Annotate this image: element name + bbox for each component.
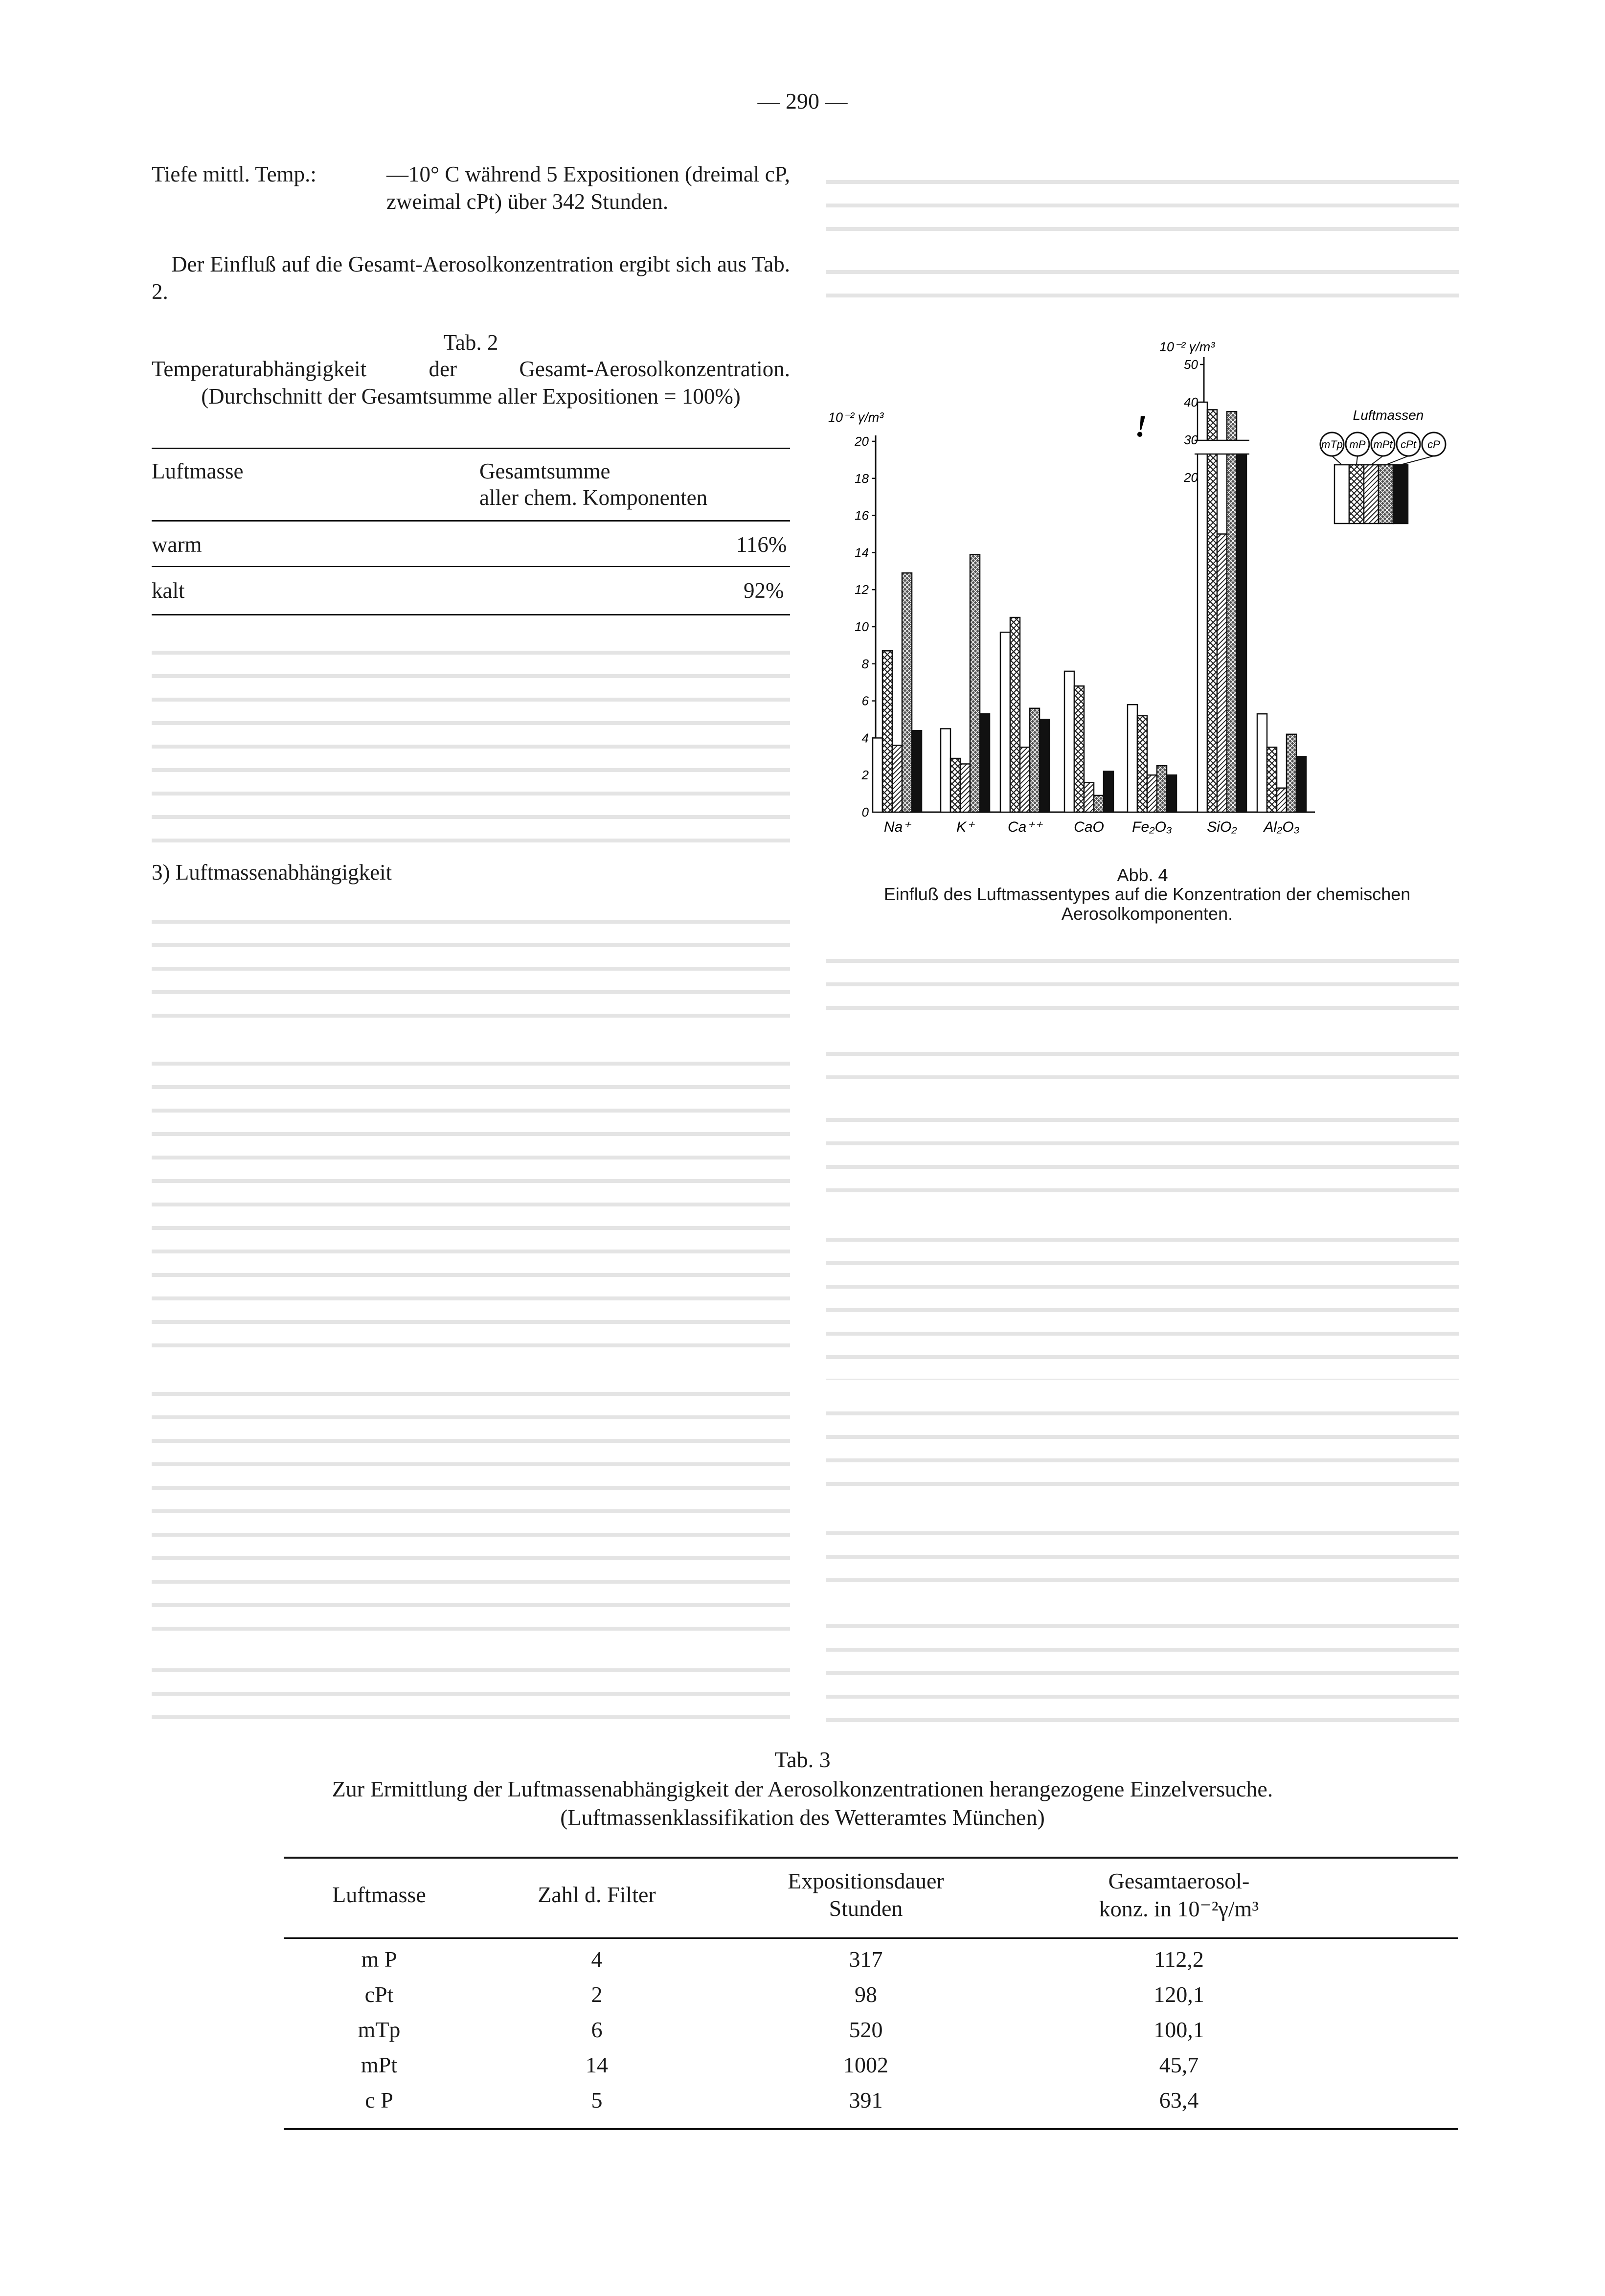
body-paragraph bbox=[826, 1218, 1459, 1380]
chart-annotation: ! bbox=[1135, 409, 1147, 443]
legend-label: mPt bbox=[1373, 438, 1393, 451]
tab3-cell-konz: 120,1 bbox=[1153, 1982, 1204, 2007]
chart-bar bbox=[892, 746, 902, 812]
section-heading: 3) Luftmassenabhängigkeit bbox=[152, 860, 392, 885]
chart-bar bbox=[1137, 716, 1147, 812]
y-tick-label: 14 bbox=[855, 545, 869, 560]
chart-bar bbox=[1167, 775, 1176, 812]
chart-bar bbox=[1277, 788, 1287, 812]
body-paragraph bbox=[152, 1042, 790, 1360]
chart-bar bbox=[1128, 705, 1137, 812]
chart-bar bbox=[1094, 796, 1104, 812]
chart-axes bbox=[872, 357, 1315, 812]
tab3-cell-dauer: 520 bbox=[849, 2017, 883, 2042]
chart-bar bbox=[1064, 671, 1074, 812]
y-tick-label: 2 bbox=[861, 768, 869, 783]
axis-break bbox=[1195, 440, 1249, 454]
x-tick-label: SiO₂ bbox=[1207, 819, 1237, 835]
legend-swatch bbox=[1393, 465, 1408, 523]
chart-bar bbox=[1157, 766, 1167, 812]
x-tick-label: Ca⁺⁺ bbox=[1007, 819, 1042, 835]
tab3-rule-head bbox=[284, 1937, 1458, 1939]
body-paragraph bbox=[826, 1605, 1459, 1732]
body-paragraph bbox=[826, 1098, 1459, 1206]
y-tick-label: 40 bbox=[1184, 395, 1198, 409]
tab2-title: Tab. 2 bbox=[443, 330, 498, 355]
body-paragraph bbox=[152, 900, 790, 1032]
tab3-header-filter: Zahl d. Filter bbox=[538, 1882, 656, 1907]
legend-leader bbox=[1332, 456, 1342, 465]
tab2-header-luftmasse: Luftmasse bbox=[152, 459, 244, 483]
page-number: — 290 — bbox=[757, 89, 848, 114]
tab3-cell-filter: 6 bbox=[591, 2017, 603, 2042]
tab2-row-luftmasse: kalt bbox=[152, 578, 185, 603]
y-tick-label: 16 bbox=[855, 508, 869, 523]
legend-swatch bbox=[1334, 465, 1349, 523]
legend-swatch bbox=[1349, 465, 1364, 523]
y-tick-label: 50 bbox=[1184, 357, 1198, 372]
chart-bar bbox=[960, 764, 970, 812]
y-tick-label: 20 bbox=[1184, 470, 1198, 485]
chart-legend bbox=[1320, 408, 1446, 523]
y-tick-label: 4 bbox=[861, 730, 869, 746]
tab3-cell-dauer: 1002 bbox=[843, 2052, 888, 2077]
tab3-rule-bottom bbox=[284, 2128, 1458, 2130]
chart-bar bbox=[1237, 447, 1246, 812]
chart-bar bbox=[1267, 747, 1277, 812]
tab3-header-dauer-1: Expositionsdauer bbox=[788, 1868, 944, 1893]
body-paragraph bbox=[826, 250, 1459, 304]
tab3-cell-filter: 14 bbox=[586, 2052, 608, 2077]
tab3-cell-konz: 63,4 bbox=[1159, 2088, 1199, 2113]
body-paragraph bbox=[152, 1372, 790, 1637]
chart-bar bbox=[1020, 747, 1030, 812]
y-tick-label: 20 bbox=[855, 434, 869, 449]
legend-swatch bbox=[1379, 465, 1393, 523]
tab3-cell-luftmasse: cPt bbox=[364, 1982, 394, 2007]
tab3-cell-luftmasse: mTp bbox=[358, 2017, 401, 2042]
bar-chart bbox=[826, 323, 1459, 851]
tab3-cell-luftmasse: mPt bbox=[361, 2052, 398, 2077]
y-tick-label: 30 bbox=[1184, 432, 1198, 447]
tab3-cell-konz: 112,2 bbox=[1154, 1947, 1204, 1972]
chart-bar bbox=[950, 758, 960, 812]
x-tick-label: K⁺ bbox=[956, 819, 974, 835]
chart-bar bbox=[882, 651, 892, 812]
tab3-cell-dauer: 391 bbox=[849, 2088, 883, 2113]
tab3-cell-luftmasse: c P bbox=[365, 2088, 393, 2113]
tab3-cell-filter: 2 bbox=[591, 1982, 603, 2007]
y-tick-label: 10 bbox=[855, 619, 869, 634]
legend-leader bbox=[1371, 456, 1383, 465]
chart-bar bbox=[902, 573, 912, 812]
y-axis-label-upper: 10⁻² γ/m³ bbox=[1159, 340, 1215, 354]
chart-bar bbox=[1287, 734, 1296, 812]
tab3-title: Tab. 3 bbox=[774, 1747, 831, 1772]
legend-label: cP bbox=[1427, 438, 1440, 451]
tab3-cell-filter: 4 bbox=[591, 1947, 603, 1972]
chart-bar bbox=[1207, 409, 1217, 812]
legend-swatch bbox=[1364, 465, 1379, 523]
tab3-header-konz-1: Gesamtaerosol- bbox=[1108, 1868, 1250, 1893]
tab2-caption: Temperaturabhängigkeit der Gesamt-Aerosolkonzentration. (Durchschnitt der Gesamtsumme aller Expositionen = 100%) bbox=[152, 357, 790, 409]
chart-bar bbox=[1030, 708, 1040, 812]
body-paragraph bbox=[826, 939, 1459, 1020]
tab3-header-luftmasse: Luftmasse bbox=[332, 1882, 426, 1907]
y-tick-label: 8 bbox=[861, 656, 869, 671]
tab2-row-wert: 116% bbox=[736, 532, 787, 557]
tab3-cell-filter: 5 bbox=[591, 2088, 603, 2113]
chart-bar bbox=[970, 554, 980, 812]
body-paragraph bbox=[152, 1649, 790, 1732]
chart-bar bbox=[912, 730, 922, 812]
tab3-cell-konz: 100,1 bbox=[1153, 2017, 1204, 2042]
chart-bar bbox=[1074, 686, 1084, 812]
y-axis-label-lower: 10⁻² γ/m³ bbox=[828, 410, 884, 425]
body-paragraph bbox=[152, 631, 790, 846]
y-tick-label: 12 bbox=[855, 582, 869, 597]
tiefe-label: Tiefe mittl. Temp.: bbox=[152, 162, 316, 186]
x-tick-label: CaO bbox=[1074, 819, 1104, 835]
body-paragraph bbox=[826, 1032, 1459, 1086]
chart-bar bbox=[1104, 772, 1113, 812]
chart-bar bbox=[873, 738, 882, 812]
legend-label: cPt bbox=[1401, 438, 1416, 451]
tab3-cell-dauer: 98 bbox=[855, 1982, 877, 2007]
y-tick-label: 6 bbox=[861, 693, 869, 708]
chart-bar bbox=[1147, 775, 1157, 812]
chart-bar bbox=[1296, 756, 1306, 812]
chart-bar bbox=[1257, 714, 1267, 812]
legend-leader bbox=[1356, 456, 1357, 465]
tab3-header-dauer-2: Stunden bbox=[829, 1896, 903, 1921]
legend-label: mP bbox=[1349, 438, 1366, 451]
chart-bar bbox=[1198, 402, 1207, 812]
tab2-header-summe-2: aller chem. Komponenten bbox=[479, 485, 708, 510]
legend-title: Luftmassen bbox=[1353, 408, 1424, 423]
tab3-header-konz-2: konz. in 10⁻²γ/m³ bbox=[1099, 1896, 1259, 1921]
x-tick-label: Na⁺ bbox=[883, 819, 911, 835]
y-tick-label: 0 bbox=[861, 805, 869, 819]
x-tick-label: Al₂O₃ bbox=[1264, 819, 1300, 835]
tab3-caption-1: Zur Ermittlung der Luftmassenabhängigkeit der Aerosolkonzentrationen herangezogene Einzelversuche. bbox=[332, 1776, 1273, 1801]
chart-bar bbox=[1227, 411, 1237, 812]
chart-bars bbox=[873, 402, 1306, 812]
body-paragraph bbox=[826, 1392, 1459, 1500]
chart-bar bbox=[1010, 617, 1020, 812]
tab3-cell-dauer: 317 bbox=[849, 1947, 883, 1972]
chart-bar bbox=[1217, 534, 1227, 813]
figure-caption: Einfluß des Luftmassentypes auf die Konzentration der chemischen Aerosolkomponenten. bbox=[883, 884, 1411, 924]
chart-bar bbox=[941, 728, 950, 812]
x-tick-label: Fe₂O₃ bbox=[1132, 819, 1172, 835]
tab2-row-luftmasse: warm bbox=[152, 532, 202, 557]
tab3-cell-luftmasse: m P bbox=[361, 1947, 397, 1972]
tab3-cell-konz: 45,7 bbox=[1159, 2052, 1199, 2077]
tab3-rule-top bbox=[284, 1857, 1458, 1859]
chart-bar bbox=[1040, 720, 1049, 813]
einfluss-intro: Der Einfluß auf die Gesamt-Aerosolkonzentration ergibt sich aus Tab. 2. bbox=[152, 252, 790, 304]
tab2-header-summe-1: Gesamtsumme bbox=[479, 459, 610, 483]
tab3-caption-2: (Luftmassenklassifikation des Wetteramtes München) bbox=[560, 1805, 1045, 1830]
chart-bar bbox=[1084, 782, 1094, 812]
body-paragraph bbox=[826, 160, 1459, 241]
figure-label: Abb. 4 bbox=[1117, 865, 1168, 885]
body-paragraph bbox=[826, 1512, 1459, 1592]
legend-label: mTp bbox=[1321, 438, 1343, 451]
chart-bar bbox=[1000, 632, 1010, 812]
tiefe-value: —10° C während 5 Expositionen (dreimal cP, zweimal cPt) über 342 Stunden. bbox=[386, 162, 790, 214]
y-tick-label: 18 bbox=[855, 471, 869, 486]
chart-bar bbox=[980, 714, 990, 812]
tab2-row-wert: 92% bbox=[744, 578, 784, 603]
